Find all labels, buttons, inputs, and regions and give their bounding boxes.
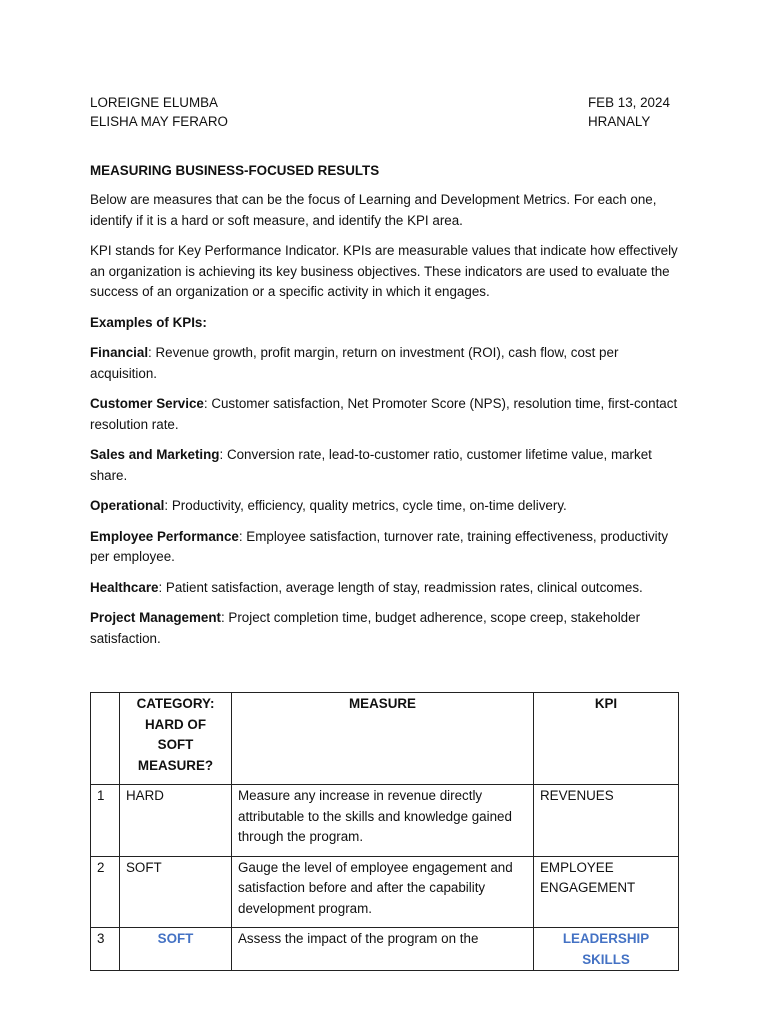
table-row — [91, 785, 679, 857]
kpi-example-sales-marketing — [90, 445, 678, 486]
course-code: HRANALY — [588, 114, 651, 129]
row-category: SOFT — [120, 856, 232, 928]
kpi-example-text: : Conversion rate, lead-to-customer ratio, customer lifetime value, market share. — [90, 447, 652, 483]
kpi-example-text: : Customer satisfaction, Net Promoter Score (NPS), resolution time, first-contact resolution rate. — [90, 396, 678, 432]
table-row — [91, 928, 679, 971]
kpi-example-healthcare — [90, 578, 678, 599]
row-measure: Measure any increase in revenue directly attributable to the skills and knowledge gained through the program. — [232, 785, 534, 857]
kpi-example-financial — [90, 343, 678, 384]
kpi-example-name: Financial — [90, 345, 149, 360]
measures-table — [90, 692, 679, 971]
kpi-example-name: Sales and Marketing — [90, 447, 220, 462]
row-category: SOFT — [120, 928, 232, 971]
header-meta — [588, 93, 678, 131]
row-category: HARD — [120, 785, 232, 857]
examples-heading: Examples of KPIs: — [90, 314, 207, 330]
row-kpi: REVENUES — [534, 785, 679, 857]
row-number: 3 — [91, 928, 120, 971]
kpi-example-text: : Revenue growth, profit margin, return on investment (ROI), cash flow, cost per acquisition. — [90, 345, 619, 381]
row-kpi: LEADERSHIP SKILLS — [534, 928, 679, 971]
kpi-example-text: : Employee satisfaction, turnover rate, training effectiveness, productivity per employee. — [90, 528, 669, 564]
kpi-example-name: Employee Performance — [90, 528, 239, 544]
kpi-example-name: Project Management — [90, 610, 221, 625]
kpi-example-employee-performance — [90, 527, 678, 568]
kpi-example-text: : Productivity, efficiency, quality metrics, cycle time, on-time delivery. — [164, 498, 567, 513]
document-date: FEB 13, 2024 — [588, 95, 670, 110]
kpi-example-project-management — [90, 608, 678, 649]
row-number: 1 — [91, 785, 120, 857]
kpi-example-name: Customer Service — [90, 396, 204, 411]
intro-paragraph: Below are measures that can be the focus of Learning and Development Metrics. For each one, identify if it is a hard or soft measure, and identify the KPI area. — [90, 192, 657, 228]
authors — [90, 93, 228, 131]
row-measure: Gauge the level of employee engagement and satisfaction before and after the capability development program. — [232, 856, 534, 928]
row-kpi: EMPLOYEE ENGAGEMENT — [534, 856, 679, 928]
kpi-example-customer-service — [90, 394, 678, 435]
kpi-example-name: Healthcare — [90, 579, 159, 595]
row-measure: Assess the impact of the program on the — [232, 928, 534, 971]
header-number — [91, 693, 120, 785]
document-title: MEASURING BUSINESS-FOCUSED RESULTS — [90, 163, 380, 178]
kpi-example-name: Operational — [90, 498, 165, 513]
author-name: ELISHA MAY FERARO — [90, 114, 228, 129]
kpi-example-operational — [90, 496, 678, 517]
kpi-example-text: : Patient satisfaction, average length of stay, readmission rates, clinical outcomes. — [158, 579, 643, 595]
header-measure: MEASURE — [232, 693, 534, 785]
header-kpi: KPI — [534, 693, 679, 785]
table-header-row — [91, 693, 679, 785]
author-name: LOREIGNE ELUMBA — [90, 95, 218, 110]
kpi-example-text: : Project completion time, budget adherence, scope creep, stakeholder satisfaction. — [90, 610, 641, 646]
header-category: CATEGORY: HARD OF SOFT MEASURE? — [120, 693, 232, 785]
kpi-definition-paragraph: KPI stands for Key Performance Indicator. KPIs are measurable values that indicate how effectively an organization is achieving its key business objectives. These indicators are used to evaluate the success of an organization or a specific activity in which it engages. — [90, 243, 678, 299]
document-header — [90, 93, 678, 131]
row-number: 2 — [91, 856, 120, 928]
document-page — [90, 93, 678, 649]
table-row — [91, 856, 679, 928]
